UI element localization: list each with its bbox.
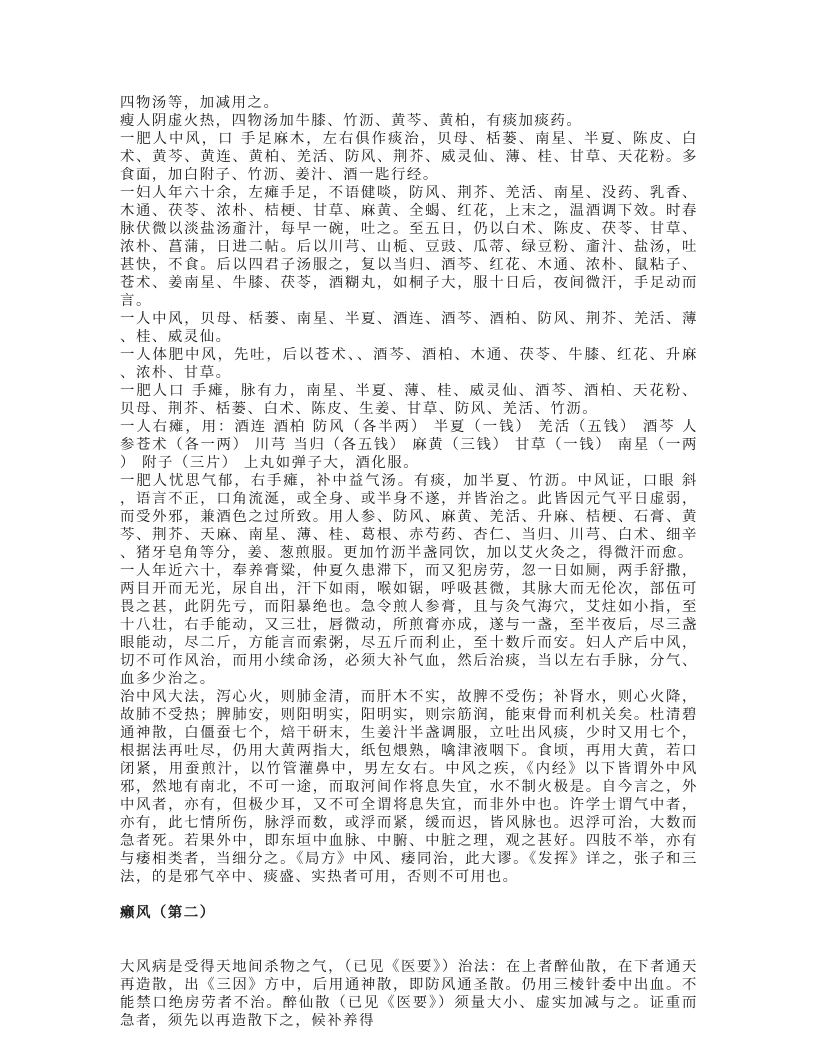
spacer <box>120 922 698 958</box>
paragraph: 一人中风，贝母、栝蒌、南星、半夏、酒连、酒芩、酒柏、防风、荆芥、羌活、薄、桂、威灵仙。 <box>120 311 698 345</box>
paragraph: 瘦人阴虚火热，四物汤加牛膝、竹沥、黄芩、黄柏，有痰加痰药。 <box>120 113 583 129</box>
paragraph: 一肥人口 手瘫，脉有力，南星、半夏、薄、桂、威灵仙、酒芩、酒柏、天花粉、贝母、荆芥、栝蒌、白术、陈皮、生姜、甘草、防风、羌活、竹沥。 <box>120 383 698 417</box>
paragraph: 大风病是受得天地间杀物之气，（已见《医要》）治法：在上者醉仙散，在下者通天再造散，出《三因》方中，后用通神散，即防风通圣散。仍用三棱针委中出血。不能禁口绝房劳者不治。醉仙散（已见《医要》）须量大小、虚实加减与之。证重而急者，须先以再造散下之，候补养得 <box>120 959 698 1029</box>
section-title: 癞风（第二） <box>120 905 216 921</box>
paragraph: 一人年近六十，奉养膏粱，仲夏久患滞下，而又犯房劳，忽一日如厕，两手舒撒，两目开而无光，尿自出，汗下如雨，喉如锯，呼吸甚微，其脉大而无伦次，部伍可畏之甚，此阴先亏，而阳暴绝也。急令煎人参膏，且与灸气海穴，艾炷如小指，至十八壮，右手能动，又三壮，唇微动，所煎膏亦成，遂与一盏，至半夜后，尽三盏眼能动，尽二斤，方能言而索粥，尽五斤而利止，至十数斤而安。妇人产后中风，切不可作风治，而用小续命汤，必须大补气血，然后治痰，当以左右手脉，分气、血多少治之。 <box>120 563 698 687</box>
paragraph: 一人右瘫，用：酒连 酒柏 防风（各半两） 半夏（一钱） 羌活（五钱） 酒芩 人参苍术（各一两） 川芎 当归（各五钱） 麻黄（三钱） 甘草（一钱） 南星（一两） 附子（三片） 上丸如弹子大，酒化服。 <box>120 419 698 471</box>
paragraph: 一肥人中风，口 手足麻木，左右俱作痰治，贝母、栝蒌、南星、半夏、陈皮、白术、黄芩、黄连、黄柏、羌活、防风、荆芥、威灵仙、薄、桂、甘草、天花粉。多食面，加白附子、竹沥、姜汁、酒一匙行经。 <box>120 131 698 183</box>
paragraph: 治中风大法，泻心火，则肺金清，而肝木不实，故脾不受伤；补肾水，则心火降，故肺不受热；脾肺安，则阳明实，阳明实，则宗筋润，能束骨而利机关矣。杜清碧通神散，白僵蚕七个，焙干研末，生姜汁半盏调服，立吐出风痰，少时又用七个，根据法再吐尽，仍用大黄两指大，纸包煨熟，噙津液咽下。食顷，再用大黄，若口闭紧，用蚕煎汁，以竹管灌鼻中，男左女右。中风之疾，《内经》以下皆谓外中风邪，然地有南北，不可一途，而取河间作将息失宜，水不制火极是。自今言之，外中风者，亦有，但极少耳，又不可全谓将息失宜，而非外中也。许学士谓气中者，亦有，此七情所伤，脉浮而数，或浮而紧，缓而迟，皆风脉也。迟浮可治，大数而急者死。若果外中，即东垣中血脉、中腑、中脏之理，观之甚好。四肢不举，亦有与痿相类者，当细分之。《局方》中风、痿同治，此大谬。《发挥》详之，张子和三法，的是邪气卒中、痰盛、实热者可用，否则不可用也。 <box>120 689 698 885</box>
paragraph: 一肥人忧思气郁，右手瘫，补中益气汤。有痰，加半夏、竹沥。中风证，口眼 斜，语言不正，口角流涎，或全身、或半身不遂，并皆治之。此皆因元气平日虚弱，而受外邪，兼酒色之过所致。用人参、防风、麻黄、羌活、升麻、桔梗、石膏、黄芩、荆芥、天麻、南星、薄、桂、葛根、赤芍药、杏仁、当归、川芎、白术、细辛、猪牙皂角等分，姜、葱煎服。更加竹沥半盏同饮，加以艾火灸之，得微汗而愈。 <box>120 473 698 561</box>
paragraph: 一人体肥中风，先吐，后以苍术、、酒芩、酒柏、木通、茯苓、牛膝、红花、升麻、浓朴、甘草。 <box>120 347 698 381</box>
paragraph: 一妇人年六十余，左瘫手足，不语健啖，防风、荆芥、羌活、南星、没药、乳香、木通、茯苓、浓朴、桔梗、甘草、麻黄、全蝎、红花，上末之，温酒调下效。时春脉伏微以淡盐汤齑汁，每早一碗，吐之。至五日，仍以白术、陈皮、茯苓、甘草、浓朴、菖蒲，日进二帖。后以川芎、山栀、豆豉、瓜蒂、绿豆粉、齑汁、盐汤，吐甚快，不食。后以四君子汤服之，复以当归、酒芩、红花、木通、浓朴、鼠粘子、苍术、姜南星、牛膝、茯苓，酒糊丸，如桐子大，服十日后，夜间微汗，手足动而言。 <box>120 185 698 309</box>
document-page <box>120 94 698 1030</box>
paragraph: 四物汤等，加减用之。 <box>120 95 280 111</box>
